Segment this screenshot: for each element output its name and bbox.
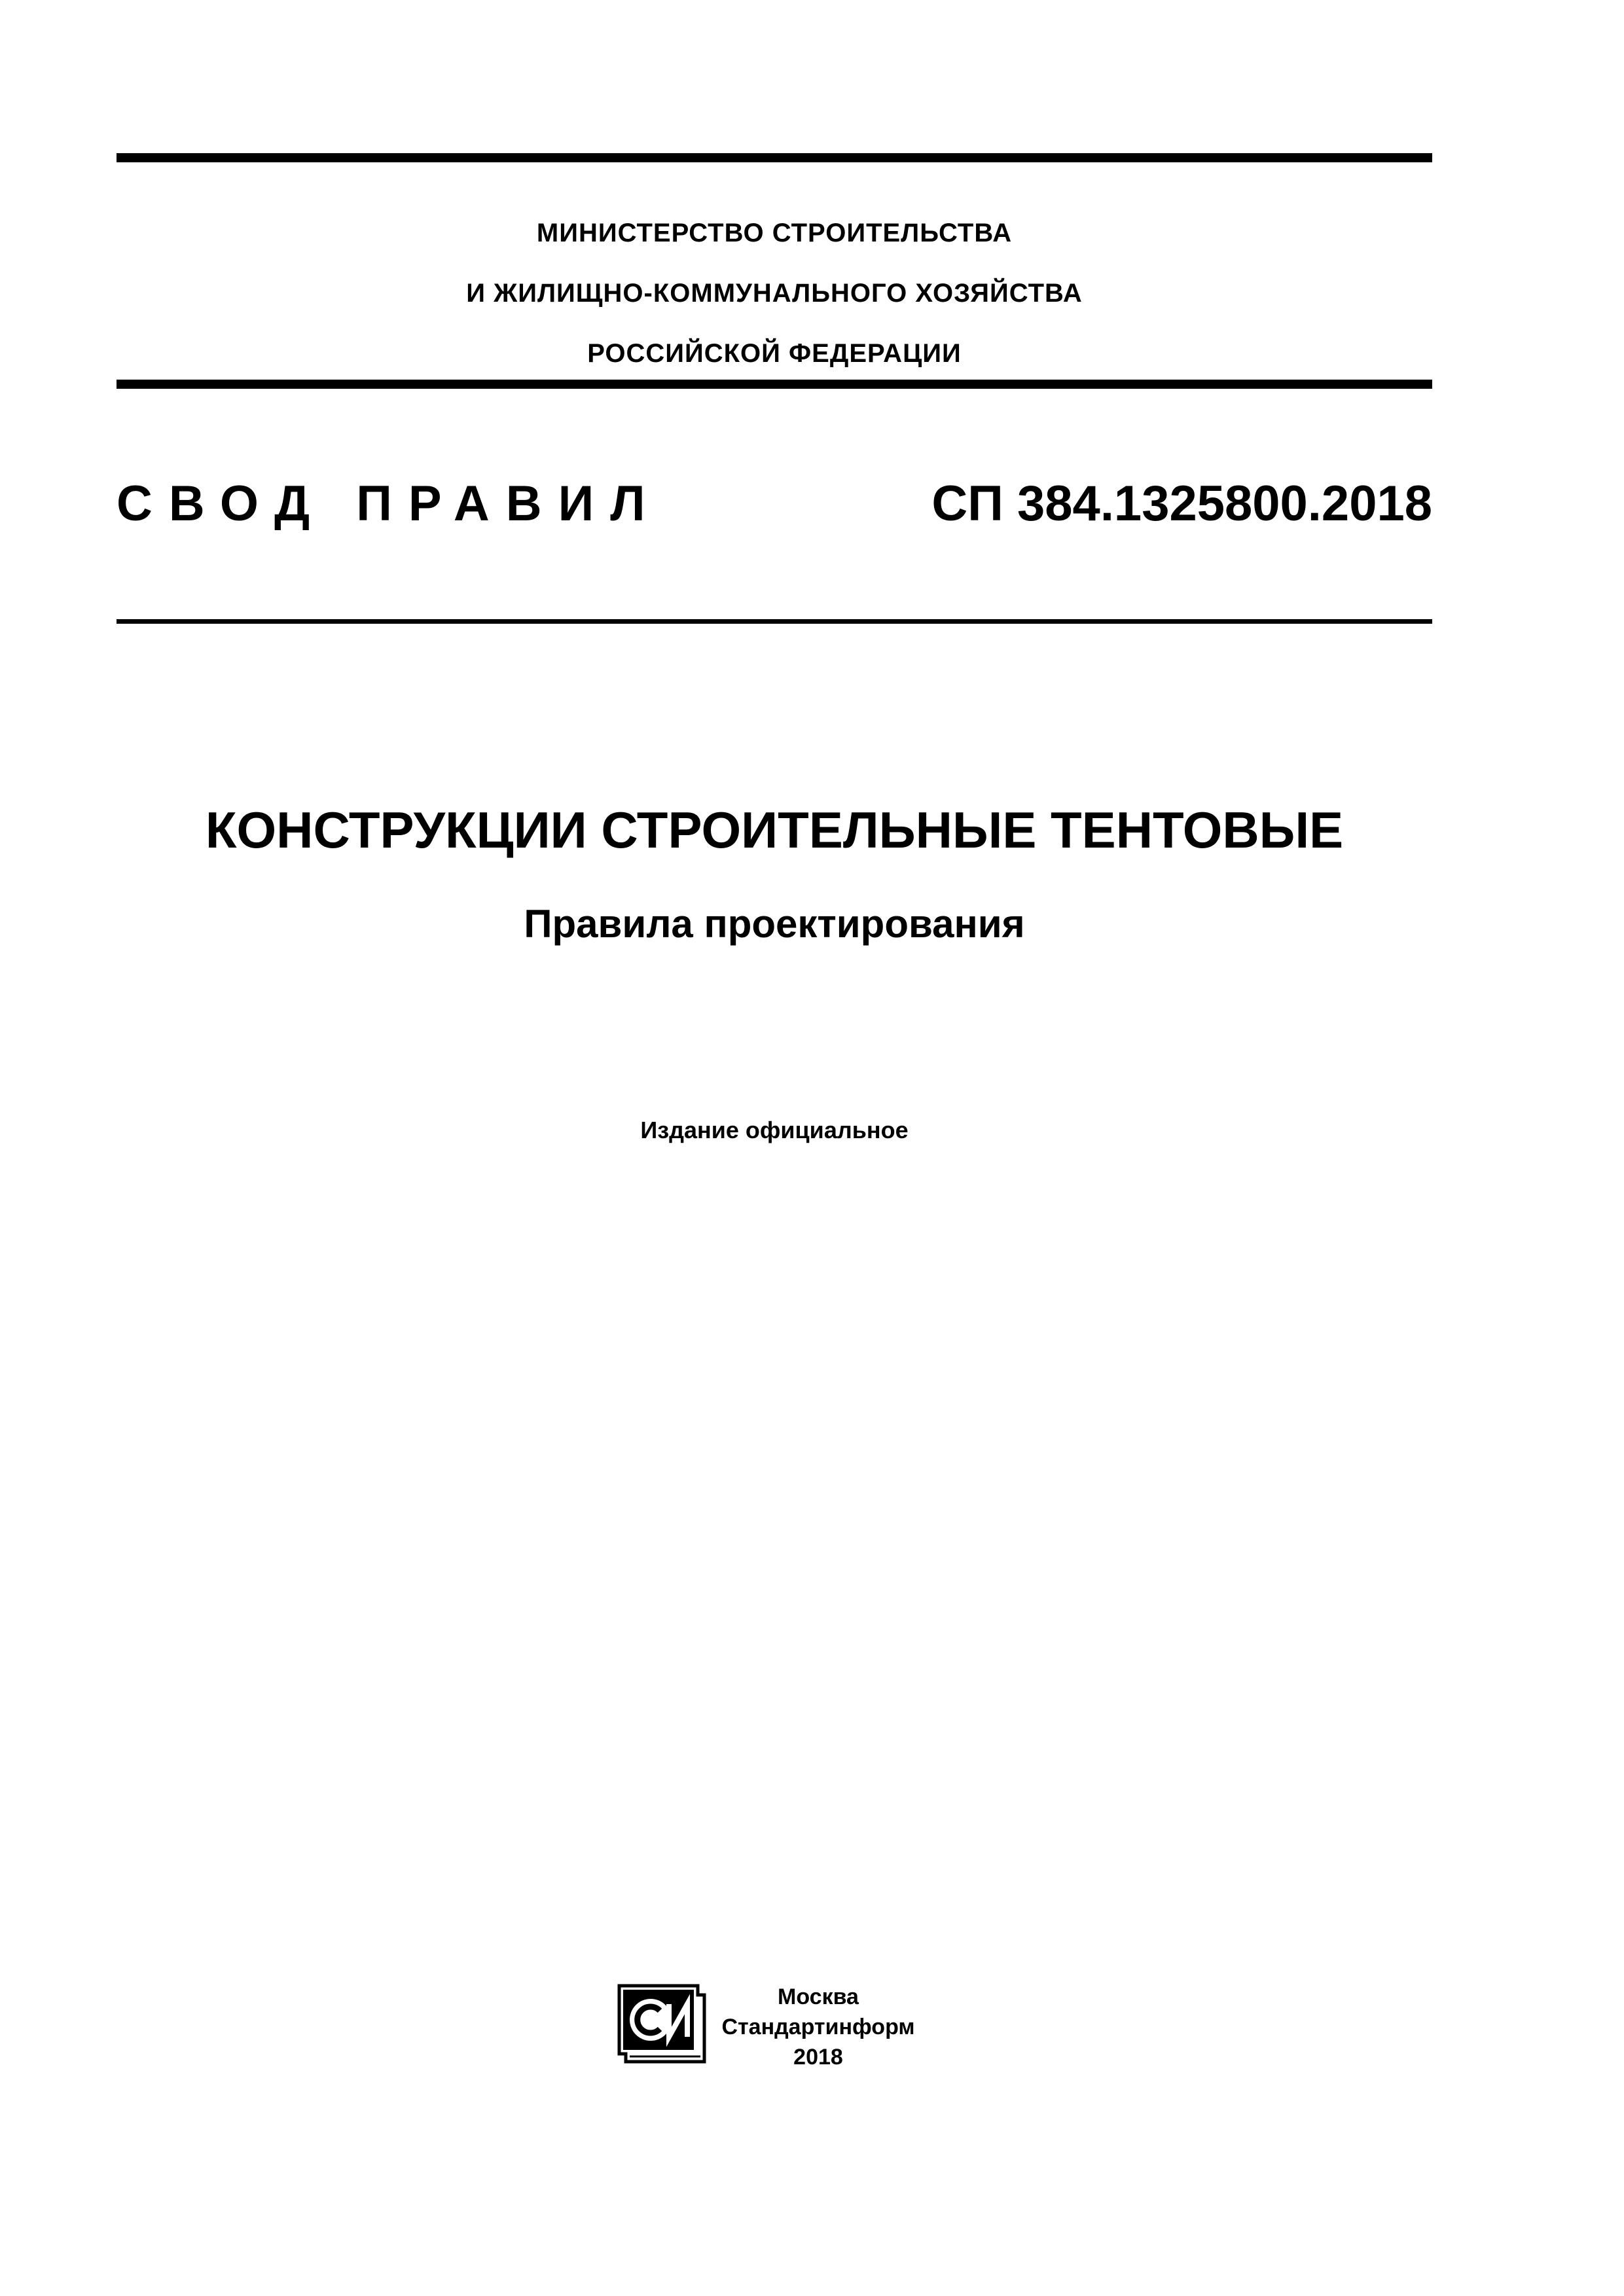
document-title: КОНСТРУКЦИИ СТРОИТЕЛЬНЫЕ ТЕНТОВЫЕ [205,801,1344,859]
ministry-line-1: МИНИСТЕРСТВО СТРОИТЕЛЬСТВА [536,219,1013,247]
ministry-header [117,203,1432,384]
thin-divider [117,619,1432,624]
edition-label: Издание официальное [640,1117,909,1143]
document-type: СВОД ПРАВИЛ [117,476,662,531]
document-code: СП 384.1325800.2018 [931,476,1432,531]
ministry-line-2: И ЖИЛИЩНО-КОММУНАЛЬНОГО ХОЗЯЙСТВА [466,279,1083,308]
middle-divider [117,380,1432,389]
imprint [720,1982,916,2072]
imprint-publisher: Стандартинформ [721,2015,915,2039]
standartinform-logo-icon [617,1983,707,2064]
imprint-year: 2018 [793,2045,843,2070]
ministry-line-3: РОССИЙСКОЙ ФЕДЕРАЦИИ [587,339,962,368]
imprint-city: Москва [778,1984,859,2009]
top-divider [117,153,1432,162]
document-subtitle: Правила проектирования [524,902,1025,946]
